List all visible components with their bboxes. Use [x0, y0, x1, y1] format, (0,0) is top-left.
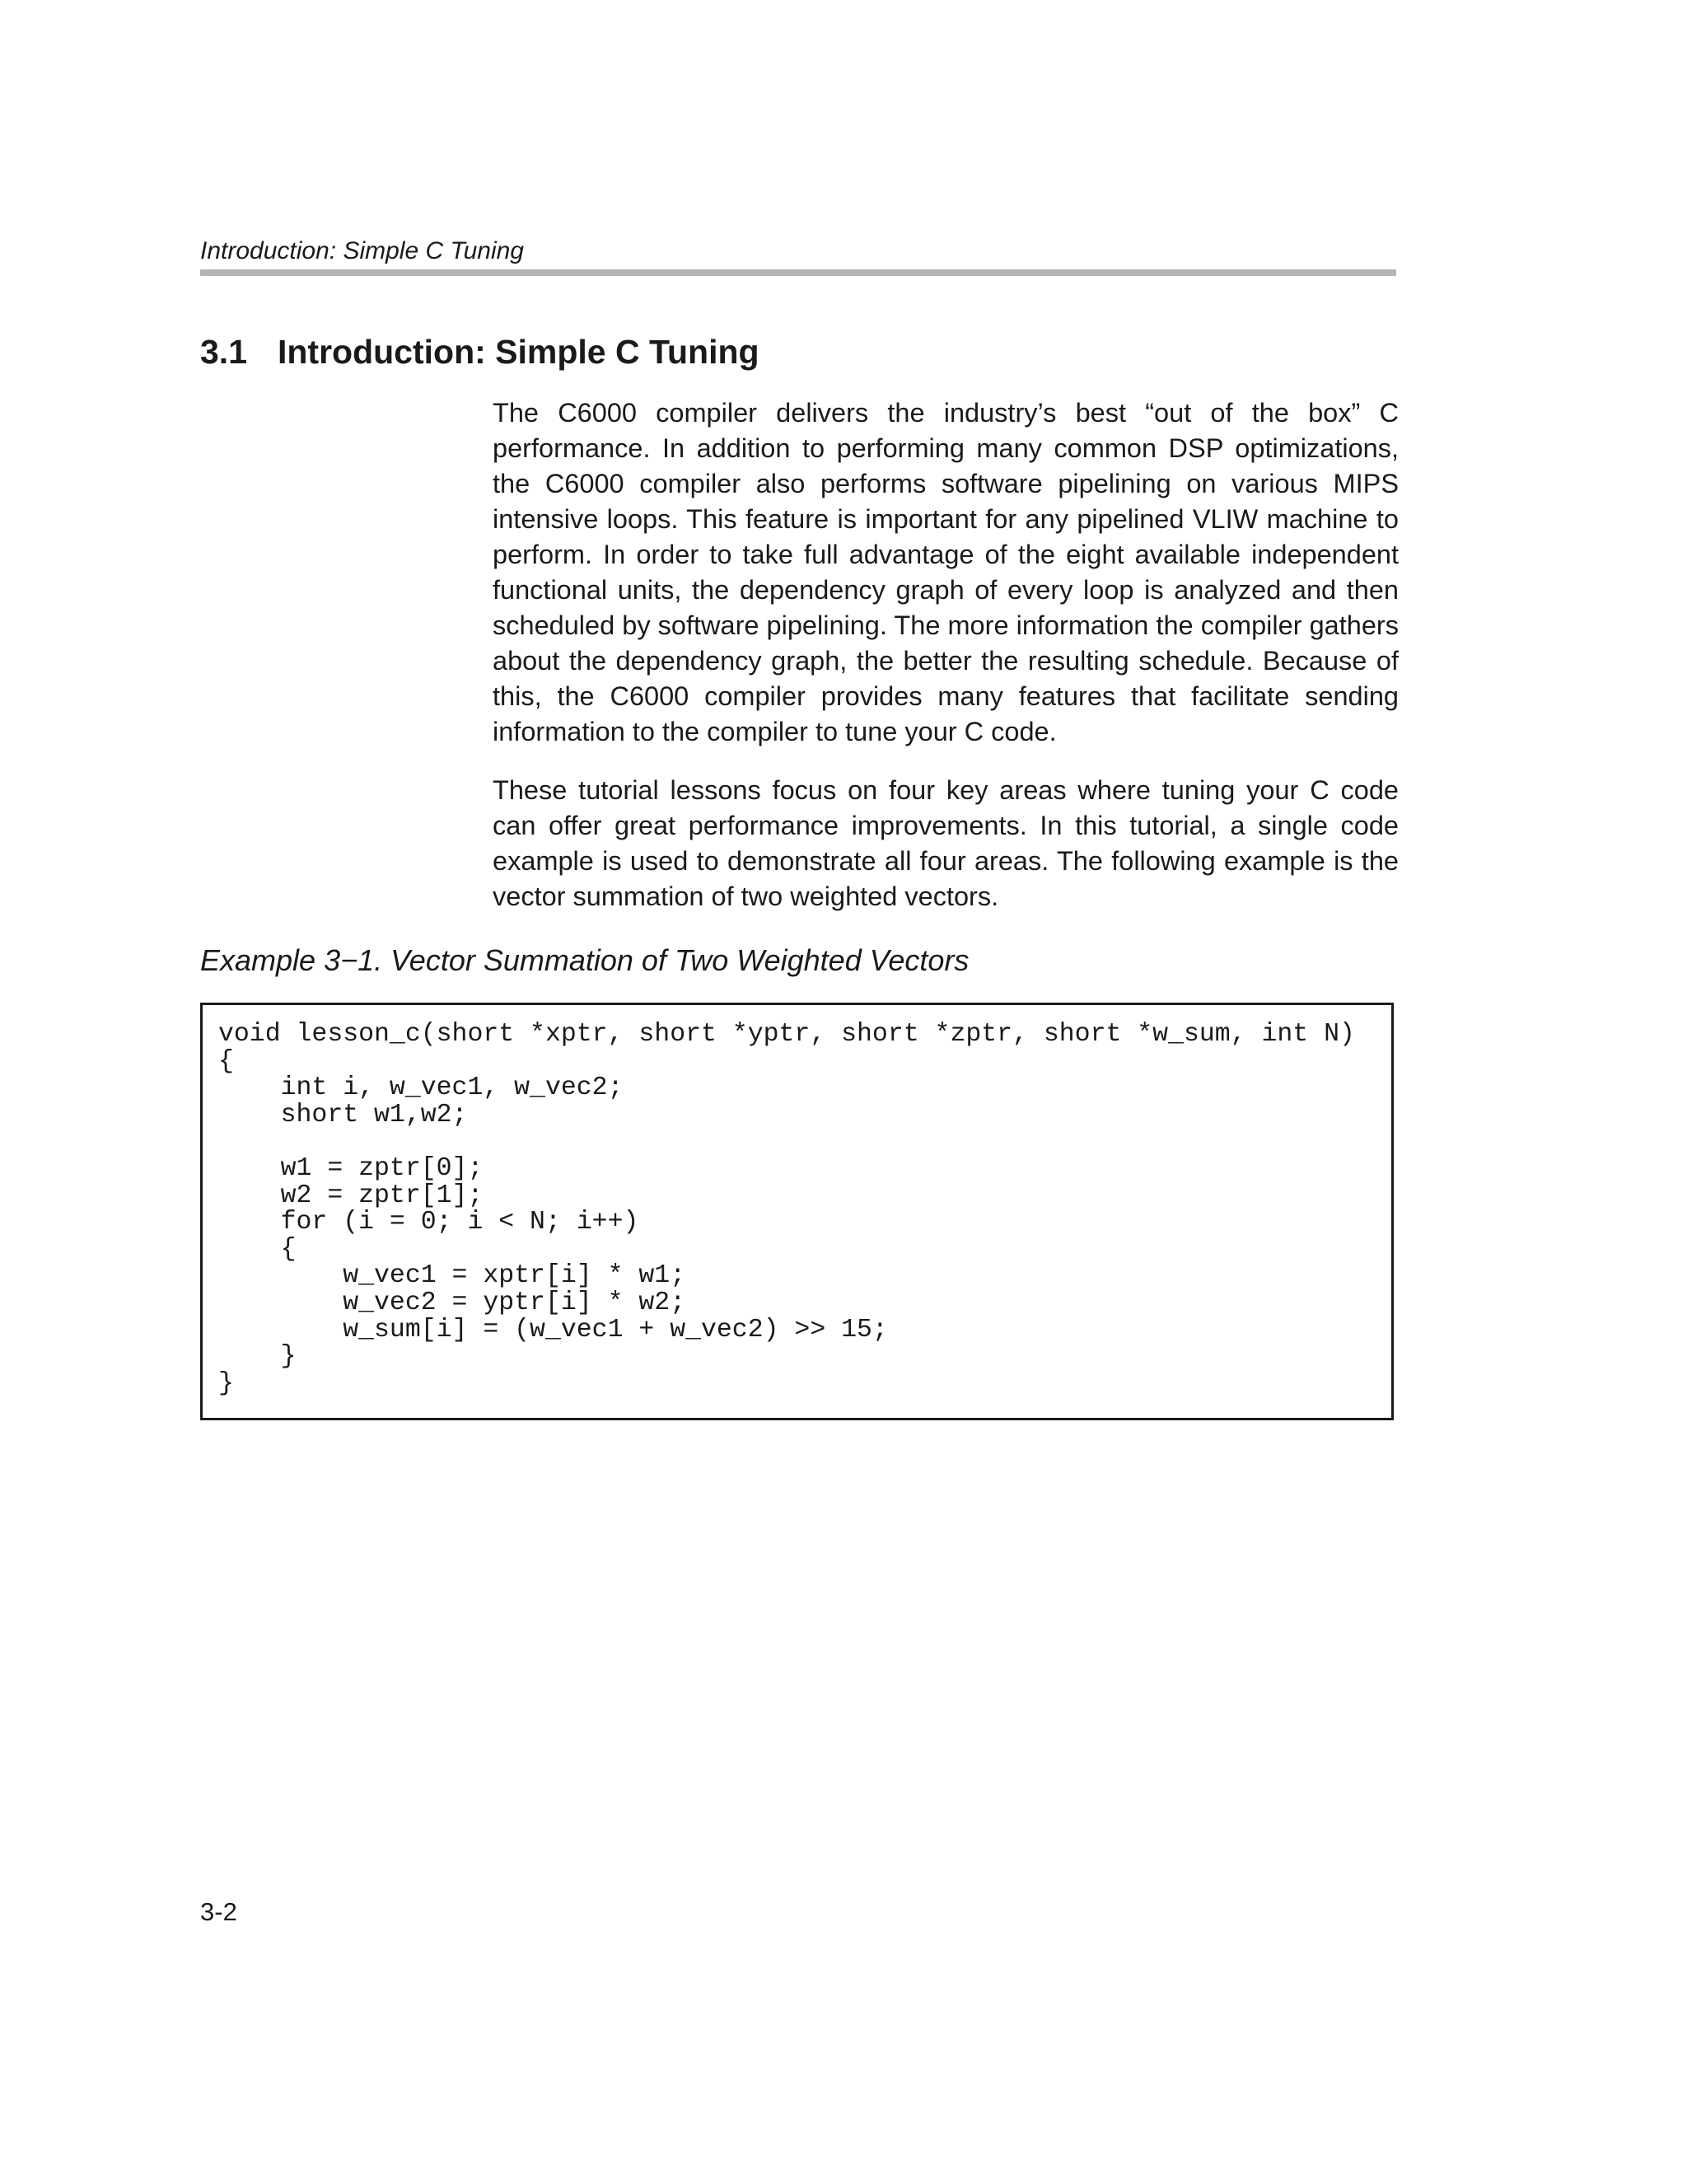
code-box [200, 1003, 1394, 1420]
running-header: Introduction: Simple C Tuning [200, 237, 524, 264]
section-heading [200, 333, 759, 372]
page-number: 3-2 [200, 1897, 237, 1926]
header-rule [200, 269, 1396, 276]
body-paragraph-2: These tutorial lessons focus on four key areas where tuning your C code can offer great performance improvements. In this tutorial, a single code example is used to demonstrate all four areas. The following example is the vector summation of two weighted vectors. [493, 775, 1399, 911]
section-title: Introduction: Simple C Tuning [278, 333, 759, 371]
section-number: 3.1 [200, 333, 247, 371]
example-caption: Example 3−1. Vector Summation of Two Weighted Vectors [200, 943, 970, 977]
code-listing: void lesson_c(short *xptr, short *yptr, short *zptr, short *w_sum, int N) { int i, w_vec1, w_vec2; short w1,w2; w1 = zptr[0]; w2 = zptr[1]; for (i = 0; i < N; i++) { w_vec1 = xptr[i] * w1; w_vec2 = yptr[i] * w2; w_sum[i] = (w_vec1 + w_vec2) >> 15; } } [218, 1020, 1355, 1398]
body-paragraph-1: The C6000 compiler delivers the industry’s best “out of the box” C performance. In addition to performing many common DSP optimizations, the C6000 compiler also performs software pipelining on various MIPS intensive loops. This feature is important for any pipelined VLIW machine to perform. In order to take full advantage of the eight available independent functional units, the dependency graph of every loop is analyzed and then scheduled by software pipelining. The more information the compiler gathers about the dependency graph, the better the resulting schedule. Because of this, the C6000 compiler provides many features that facilitate sending information to the compiler to tune your C code. [493, 398, 1399, 746]
